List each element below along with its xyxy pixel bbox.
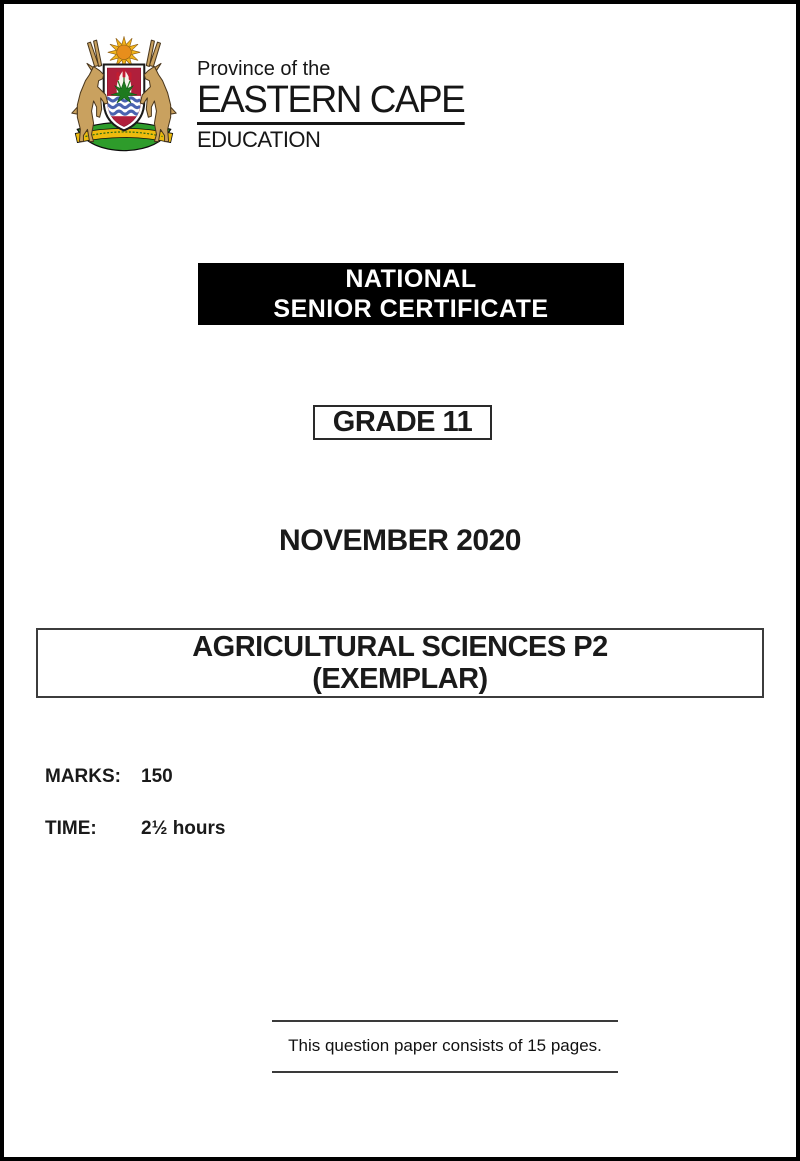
department-wordmark — [197, 36, 473, 152]
marks-row — [45, 766, 173, 788]
subject-box — [36, 628, 764, 698]
province-name-text: EASTERN CAPE — [197, 80, 464, 125]
shield-waves — [104, 96, 145, 116]
eastern-cape-coat-of-arms-icon — [53, 36, 195, 168]
banner-line-senior-certificate: SENIOR CERTIFICATE — [273, 295, 549, 323]
department-logo — [53, 36, 473, 168]
subject-title: AGRICULTURAL SCIENCES P2 — [192, 631, 608, 663]
marks-label: MARKS: — [45, 766, 121, 787]
page-count-note: This question paper consists of 15 pages. — [272, 1020, 618, 1073]
subject-subtitle: (EXEMPLAR) — [312, 663, 488, 695]
time-label: TIME: — [45, 818, 97, 839]
shield — [104, 64, 145, 130]
banner-line-national: NATIONAL — [345, 265, 477, 293]
nsc-banner — [198, 263, 624, 325]
time-value: 2½ hours — [141, 818, 226, 839]
province-of-the-text: Province of the — [197, 58, 331, 80]
marks-value: 150 — [141, 766, 173, 787]
time-row — [45, 818, 225, 840]
grade-label: GRADE 11 — [332, 406, 473, 438]
session-heading: NOVEMBER 2020 — [279, 524, 521, 557]
grade-box — [313, 405, 492, 440]
department-name-text: EDUCATION — [197, 127, 321, 152]
